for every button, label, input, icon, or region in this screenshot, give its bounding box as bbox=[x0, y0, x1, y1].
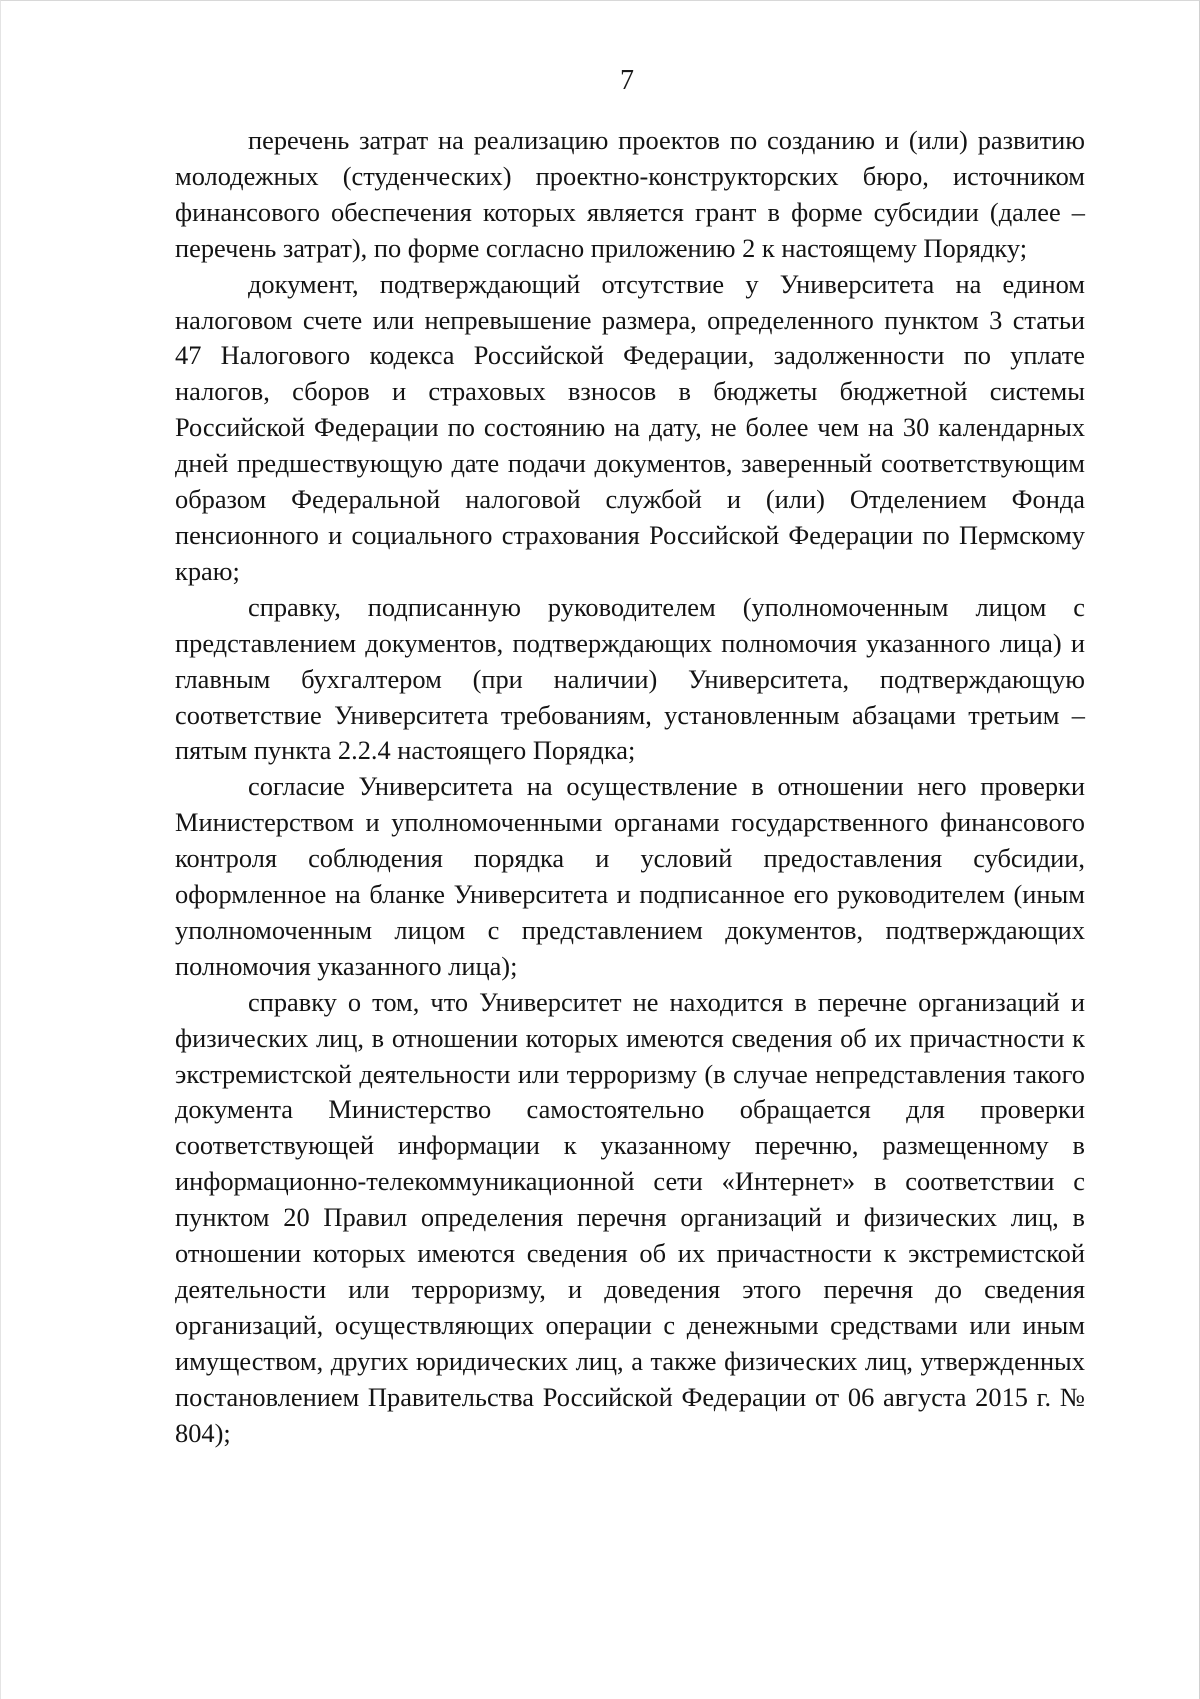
page-number: 7 bbox=[620, 65, 634, 96]
paragraph-extremism-list-certificate: справку о том, что Университет не находится в перечне организаций и физических лиц, в отношении которых имеются сведения об их причастности к экстремистской деятельности или терроризму (в случае непредставления такого документа Министерство самостоятельно обращается для проверки соответствующей информации к указанному перечню, размещенному в информационно-телекоммуникационной сети «Интернет» в соответствии с пунктом 20 Правил определения перечня организаций и физических лиц, в отношении которых имеются сведения об их причастности к экстремистской деятельности или терроризму, и доведения этого перечня до сведения организаций, осуществляющих операции с денежными средствами или иным имуществом, других юридических лиц, а также физических лиц, утвержденных постановлением Правительства Российской Федерации от 06 августа 2015 г. № 804); bbox=[175, 986, 1085, 1448]
paragraph-cost-list: перечень затрат на реализацию проектов по созданию и (или) развитию молодежных (студенческих) проектно-конструкторских бюро, источником финансового обеспечения которых является грант в форме субсидии (далее – перечень затрат), по форме согласно приложению 2 к настоящему Порядку; bbox=[175, 125, 1085, 263]
paragraph-audit-consent: согласие Университета на осуществление в отношении него проверки Министерством и уполномоченными органами государственного финансового контроля соблюдения порядка и условий предоставления субсидии, оформленное на бланке Университета и подписанное его руководителем (иным уполномоченным лицом с представлением документов, подтверждающих полномочия указанного лица); bbox=[175, 771, 1085, 981]
paragraph-tax-debt-document: документ, подтверждающий отсутствие у Университета на едином налоговом счете или непревышение размера, определенного пунктом 3 статьи 47 Налогового кодекса Российской Федерации, задолженности по уплате налогов, сборов и страховых взносов в бюджеты бюджетной системы Российской Федерации по состоянию на дату, не более чем на 30 календарных дней предшествующую дате подачи документов, заверенный соответствующим образом Федеральной налоговой службой и (или) Отделением Фонда пенсионного и социального страхования Российской Федерации по Пермскому краю; bbox=[175, 268, 1085, 586]
document-body bbox=[175, 123, 1085, 1452]
paragraph-compliance-certificate: справку, подписанную руководителем (уполномоченным лицом с представлением документов, подтверждающих полномочия указанного лица) и главным бухгалтером (при наличии) Университета, подтверждающую соответствие Университета требованиям, установленным абзацами третьим – пятым пункта 2.2.4 настоящего Порядка; bbox=[175, 591, 1085, 766]
